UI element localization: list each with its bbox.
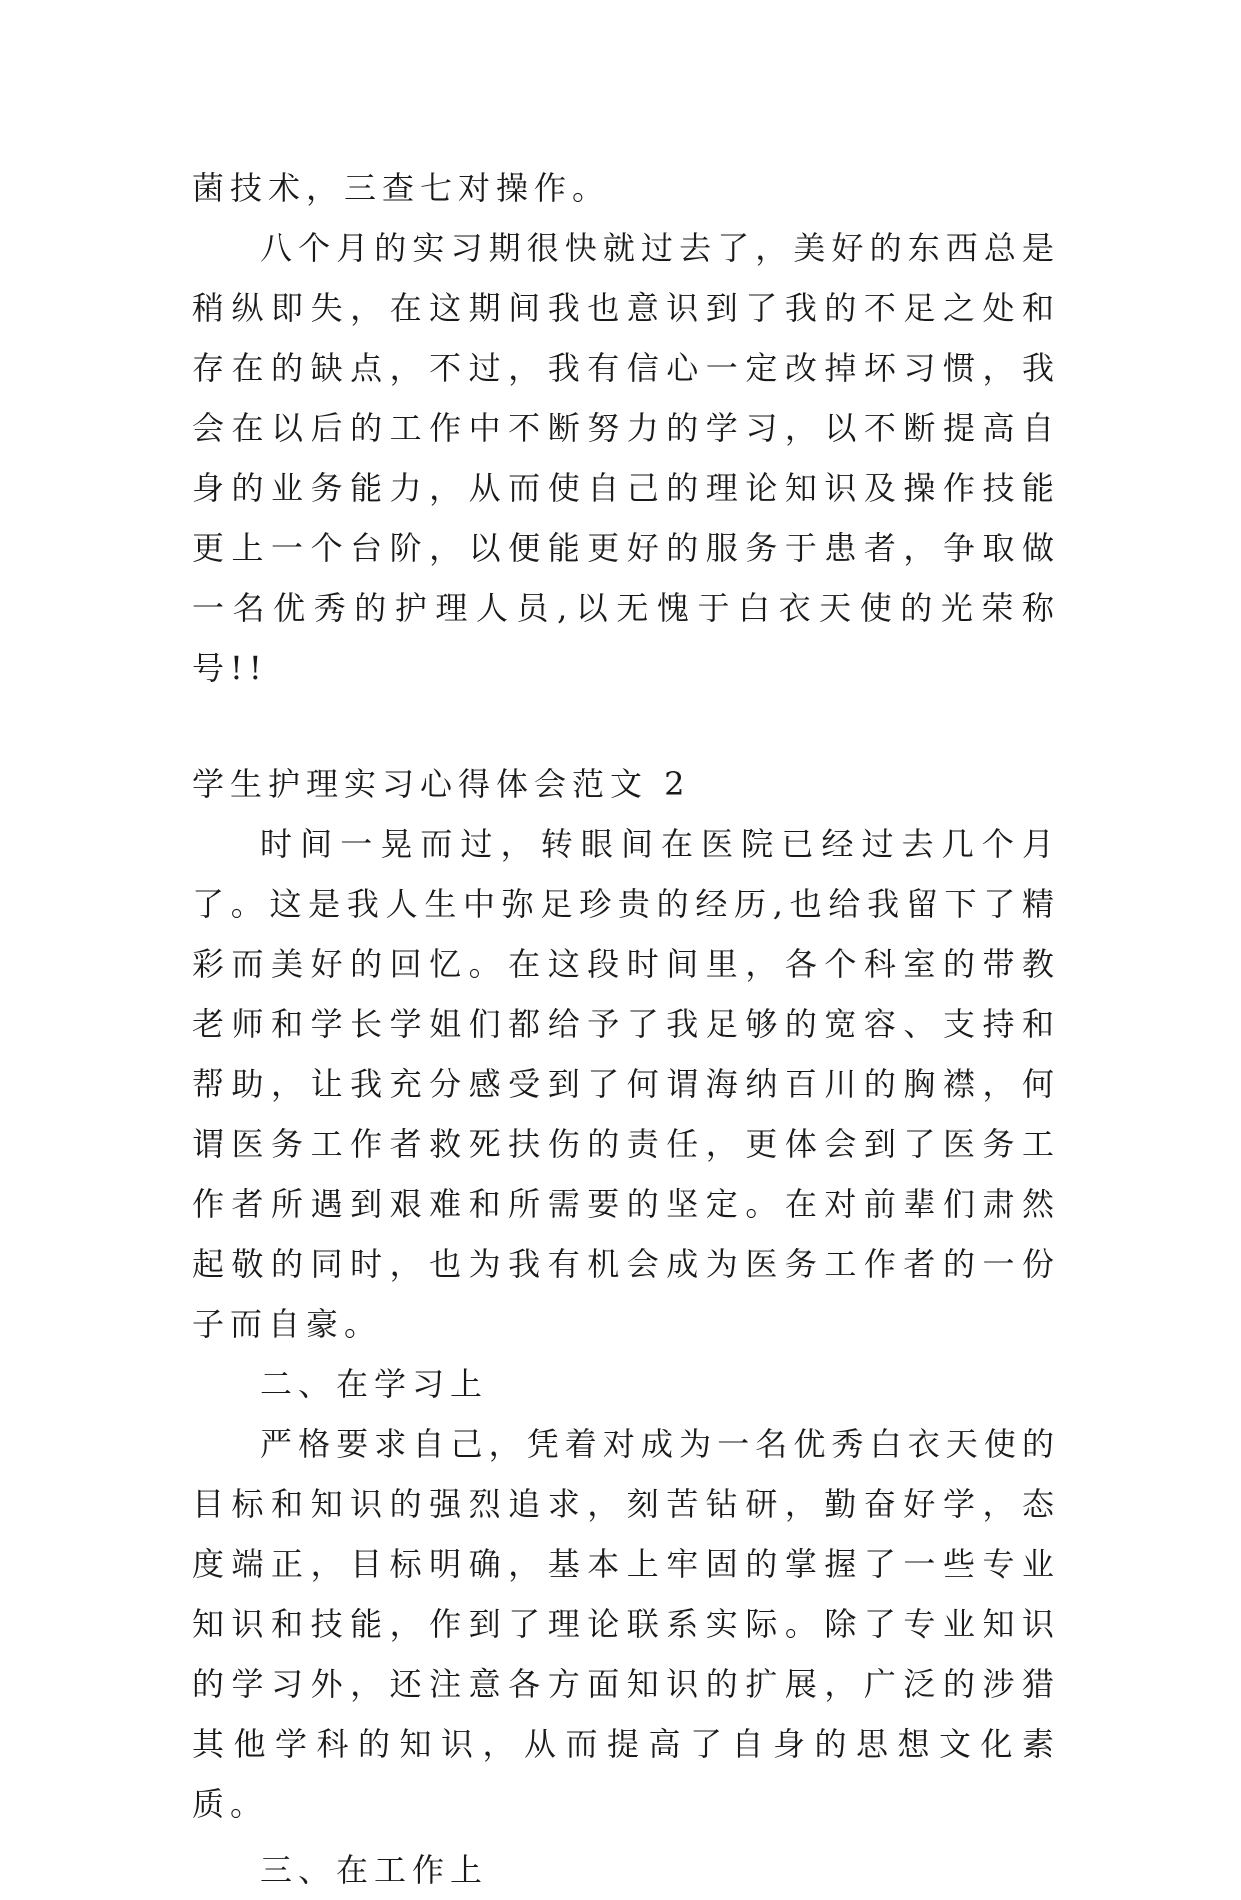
paragraph-internship-summary: 八个月的实习期很快就过去了，美好的东西总是稍纵即失，在这期间我也意识到了我的不足之处和存在的缺点，不过，我有信心一定改掉坏习惯，我会在以后的工作中不断努力的学习，以不断提高自身的业务能力，从而使自己的理论知识及操作技能更上一个台阶，以便能更好的服务于患者，争取做一名优秀的护理人员,以无愧于白衣天使的光荣称号!!	[192, 229, 1060, 687]
paragraph-study: 严格要求自己，凭着对成为一名优秀白衣天使的目标和知识的强烈追求，刻苦钻研，勤奋好学，态度端正，目标明确，基本上牢固的掌握了一些专业知识和技能，作到了理论联系实际。除了专业知识的学习外，还注意各方面知识的扩展，广泛的涉猎其他学科的知识，从而提高了自身的思想文化素质。	[192, 1425, 1060, 1823]
section-title: 学生护理实习心得体会范文 2	[192, 765, 691, 803]
paragraph-time-passed: 时间一晃而过，转眼间在医院已经过去几个月了。这是我人生中弥足珍贵的经历,也给我留下了精彩而美好的回忆。在这段时间里，各个科室的带教老师和学长学姐们都给予了我足够的宽容、支持和帮助，让我充分感受到了何谓海纳百川的胸襟，何谓医务工作者救死扶伤的责任，更体会到了医务工作者所遇到艰难和所需要的坚定。在对前辈们肃然起敬的同时，也为我有机会成为医务工作者的一份子而自豪。	[192, 825, 1060, 1343]
heading-work: 三、在工作上	[260, 1851, 489, 1889]
document-body	[192, 158, 1060, 1900]
paragraph-continuation: 菌技术，三查七对操作。	[192, 169, 611, 207]
heading-study: 二、在学习上	[260, 1365, 489, 1403]
